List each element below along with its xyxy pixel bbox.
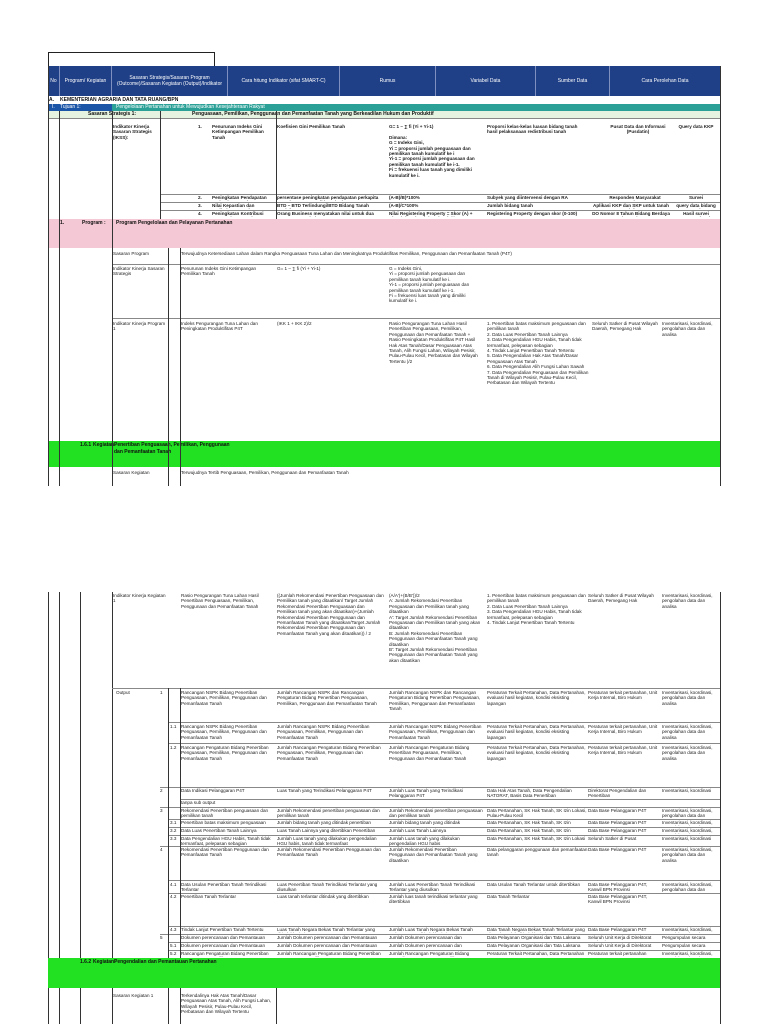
iksp-cara: G= 1 – ∑ fi (Yi + Yi-1) bbox=[277, 266, 321, 271]
tujuan-label: Tujuan 1: bbox=[60, 104, 81, 110]
tujuan-no: I. bbox=[52, 104, 55, 110]
out-name-14: Dokumen perencanaan dan Pemantauan bbox=[181, 943, 266, 948]
ikk-label: Indikator Kinerja Kegiatan 1 bbox=[113, 593, 166, 604]
ikss-1-no: 1. bbox=[198, 124, 202, 129]
out-perolehan-7: Inventarisasi, koordinasi, bbox=[662, 828, 713, 833]
col-cara-hitung: Cara hitung Indikator (sifat SMART-C) bbox=[228, 66, 340, 96]
ikp-cara: (IKK 1 + IKK 2)/2 bbox=[277, 321, 312, 326]
sasaran-program-text: Terwujudnya Ketersediaan Lahan dalam Rangka Penguasaan Tuna Lahan dan Meningkatnya Produktifitas Pemilikan, Penggunaan dan Pemanfaatan Tanah (P4T) bbox=[181, 251, 512, 256]
out-perolehan-5: Inventarisasi, koordinasi, pengolahan data dan bbox=[662, 808, 713, 819]
ikss-2-perolehan: Survei bbox=[688, 195, 704, 200]
ikk-cara: ((Jumlah Rekomendasi Penertiban Penguasaan dan Pemilikan tanah yang ditaatikan/ Target Jumlah Rekomendasi Penertiban Penguasaan dan Pemilikan tanah yang akan ditaatikan)+(Jumlah Rekomendasi Penertiban Penggunaan dan Pemanfaatan Tanah yang ditaatikan/Target Jumlah Rekomendasi Penertiban Penggunaan dan Pemanfaatan Tanah yang akan ditaatikan)) / 2 bbox=[277, 593, 384, 636]
ikss-3-perolehan: query data bidang bbox=[676, 203, 716, 208]
out-no-2: 1.2 bbox=[170, 745, 177, 750]
out-name-10: Data Usulan Penertiban Tanah Terindikasi Terlantar bbox=[181, 882, 267, 893]
kegiatan1-label: Kegiatan: bbox=[93, 442, 116, 448]
out-variabel-2: Peraturan Terkait Pertanahan, Data Pertanahan, evaluasi hasil kegiatan, kondisi eksisting lapangan bbox=[487, 745, 586, 761]
out-rumus-11: Jumlah luas tanah terindikasi terlantar yang ditertibkan bbox=[389, 894, 478, 905]
ikk-variabel: 1. Penertiban batas maksimum penguasaan dan pemilikan tanah 2. Data Luas Penertiban Tanah Lainnya 3. Data Pengendalian HGU Habis, Tanah tidak termanfaat, pelepasan sebagian 4. Tindak Lanjut Penertiban Tanah Tertentu bbox=[487, 593, 586, 626]
out-name-2: Rancangan Pengaturan Bidang Penertiban Penguasaan, Pemilikan, Penggunaan dan Pemanfaatan Tanah bbox=[181, 745, 269, 761]
ikss-4-sumber: DO Nomor 8 Tahun Bidang Berdaya bbox=[592, 211, 670, 216]
out-perolehan-9: Inventarisasi, koordinasi, pengolahan data dan analisa bbox=[662, 847, 713, 863]
vline bbox=[276, 111, 277, 219]
out-sumber-3: Direktorat Pengendalian dan Penertiban bbox=[588, 788, 647, 799]
out-perolehan-15: Inventarisasi, koordinasi, bbox=[662, 951, 713, 956]
out-perolehan-10: Inventarisasi, koordinasi, pengolahan data dan bbox=[662, 882, 713, 893]
ikss-4-variabel: Registering Property dengan skor (0-100) bbox=[487, 211, 578, 216]
out-sumber-10: Data Base Pelanggaran P4T, Kanwil BPN Provinsi bbox=[588, 882, 648, 893]
out-perolehan-1: Inventarisasi, koordinasi, pengolahan data dan analisa bbox=[662, 724, 713, 740]
out-no-10: 4.1 bbox=[170, 882, 177, 887]
ss1-label: Sasaran Strategis 1: bbox=[88, 111, 137, 117]
ikss-3-no: 3. bbox=[198, 203, 202, 208]
out-cara-5: Jumlah Rekomendasi penertiban penguasaan dan pemilikan tanah bbox=[277, 808, 380, 819]
out-name-11: Penertiban Tanah Terlantar bbox=[181, 894, 236, 899]
iksp-rumus: G = Indeks Gini, Yi = proporsi jumlah penguasaan dan pemilikan tanah kumulatif ke i. Yi-1 = proporsi jumlah penguasaan dan pemilikan tanah kumulatif ke i-1. Fi = frekuensi luas tanah yang dimiliki kumulatif ke i. bbox=[389, 266, 470, 304]
out-rumus-6: Jumlah bidang tanah yang ditindak bbox=[389, 820, 460, 825]
kegiatan2-row bbox=[48, 958, 720, 988]
ikss-2-name: Peningkatan Pendapatan bbox=[212, 195, 267, 200]
out-sumber-0: Peraturan terkait pertanahan, Unit Kerja Internal, Biro Hukum bbox=[588, 690, 658, 701]
out-rumus-8: Jumlah Luas tanah yang dilakukan pengendalian HGU habis bbox=[389, 836, 460, 847]
col-sumber: Sumber Data bbox=[536, 66, 610, 96]
out-sumber-14: Seluruh Unit Kerja di Direktorat bbox=[588, 943, 652, 948]
out-name-6: Penertiban batas maksimum penguasaan bbox=[181, 820, 266, 825]
kegiatan1-text: Penertiban Penguasaan, Pemilikan, Penggunaan dan Pemanfaatan Tanah bbox=[114, 442, 230, 455]
out-cara-8: Jumlah Luas tanah yang dilakukan pengendalian HGU habis, tanah tidak termanfaat bbox=[277, 836, 377, 847]
divider-iksp bbox=[112, 264, 720, 265]
out-no-9: 4 bbox=[160, 847, 163, 852]
row-divider bbox=[168, 743, 720, 744]
tujuan-text: Pengelolaan Pertanahan untuk Mewujudkan Kesejahteraan Rakyat bbox=[116, 104, 265, 110]
col-sasaran: Sasaran Strategis/Sasaran Program (Outcome)/Sasaran Kegiatan (Output)/Indikator bbox=[112, 66, 228, 96]
ikss-1-cara: Koefisien Gini Pemilikan Tanah bbox=[277, 124, 346, 129]
out-sumber-7: Data Base Pelanggaran P4T bbox=[588, 828, 647, 833]
out-name-9: Rekomendasi Penertiban Penggunaan dan Pemanfaatan Tanah bbox=[181, 847, 269, 858]
kegiatan2-sasaran-text: Terkendalinya Hak Atas Tanah/Dasar Penguasaan Atas Tanah, Alih Fungsi Lahan, Wilayah Pesisir, Pulau-Pulau Kecil, Perbatasan dan Wilayah Tertentu bbox=[181, 993, 272, 1015]
out-sumber-5: Data Base Pelanggaran P4T bbox=[588, 808, 647, 813]
divider-ikp bbox=[112, 318, 720, 319]
out-variabel-10: Data Usulan Tanah Terlantar untuk ditertibkan bbox=[487, 882, 581, 887]
out-sumber-2: Peraturan terkait pertanahan, Unit Kerja Internal, Biro Hukum bbox=[588, 745, 658, 756]
out-cara-2: Jumlah Rancangan Pengaturan Bidang Penertiban Penguasaan, Pemilikan, Penggunaan dan Pemanfaatan Tanah bbox=[277, 745, 381, 761]
out-name-15: Rancangan Pengaturan Bidang Penertiban bbox=[181, 951, 269, 956]
sasaran-program-label: Sasaran Program bbox=[113, 251, 150, 256]
ikp-name: Indeks Pengurangan Tuna Lahan dan Peningkatan Produktifitas P4T bbox=[181, 321, 258, 332]
vline bbox=[720, 66, 721, 486]
ikp-label: Indikator Kinerja Program 1 bbox=[113, 321, 166, 332]
out-no-1: 1.1 bbox=[170, 724, 177, 729]
ikp-variabel: 1. Penertiban batas maksimum penguasaan dan pemilikan tanah 2. Data Luas Penertiban Tanah Lainnya 3. Data Pengendalian HGU Habis, Tanah tidak termanfaat, pelepasan sebagian 4. Tindak Lanjut Penertiban Tanah Tertentu 5. Data Pengendalian Hak Atas Tanah/Dasar Penguasaan Atas Tanah 6. Data Pengendalian Alih Fungsi Lahan Sawah 7. Data Pengendalian Penguasaan dan Pemilikan Tanah di Wilayah Pesisir, Pulau-Pulau Kecil, Perbatasan dan Wilayah Tertentu bbox=[487, 321, 589, 386]
row-divider bbox=[168, 722, 720, 723]
program-row bbox=[48, 219, 720, 248]
out-rumus-10: Jumlah Luas Penertiban Tanah Terindikasi Terlantar yang diusulkan bbox=[389, 882, 476, 893]
out-rumus-7: Jumlah Luas Tanah Lainnya bbox=[389, 828, 447, 833]
out-cara-0: Jumlah Rancangan NSPK dan Rancangan Pengaturan Bidang Penertiban Penguasaan, Pemilikan, Penggunaan dan Pemanfaatan Tanah bbox=[277, 690, 377, 706]
out-cara-13: Jumlah Dokumen perencanaan dan Pemantauan bbox=[277, 935, 378, 940]
out-name-1: Rancangan NSPK Bidang Penertiban Penguasaan, Pemilikan, Penggunaan dan Pemanfaatan Tanah bbox=[181, 724, 267, 740]
ikss-3-cara: BTD – BTD Terlindungi/BTD Bidang Tanah bbox=[277, 203, 369, 208]
vline bbox=[180, 988, 181, 1024]
out-no-6: 3.1 bbox=[170, 820, 177, 825]
ikss-3-sumber: Aplikasi KKP dan SKP untuk tanah bbox=[593, 203, 669, 208]
out-sumber-13: Seluruh Unit Kerja di Direktorat bbox=[588, 935, 652, 940]
out-variabel-8: Data Pertanahan, SK Hak Tanah, SK Izin Lokasi bbox=[487, 836, 586, 841]
out-no-7: 3.2 bbox=[170, 828, 177, 833]
out-variabel-1: Peraturan Terkait Pertanahan, Data Pertanahan, evaluasi hasil kegiatan, kondisi eksisting lapangan bbox=[487, 724, 586, 740]
out-variabel-15: Peraturan Terkait Pertanahan, Data Pertanahan bbox=[487, 951, 585, 956]
out-variabel-11: Data Tanah Terlantar bbox=[487, 894, 530, 899]
out-cara-12: Luas Tanah Negara Bekas Tanah Terlantar yang bbox=[277, 927, 376, 932]
vline bbox=[720, 592, 721, 1024]
out-cara-3: Luas Tanah yang Terindikasi Pelanggaran P4T bbox=[277, 788, 372, 793]
out-rumus-14: Jumlah Dokumen perencanaan dan bbox=[389, 943, 462, 948]
out-cara-7: Luas Tanah Lainnya yang ditertibkan Penertiban bbox=[277, 828, 376, 833]
divider-output bbox=[112, 688, 720, 689]
out-no-14: 5.1 bbox=[170, 943, 177, 948]
out-variabel-3: Data Hak Atas Tanah, Data Pengendalian NATORAT, Basis Data Penertiban bbox=[487, 788, 572, 799]
out-name-8: Data Pengendalian HGU Habis, Tanah tidak termanfaat, pelepasan sebagian bbox=[181, 836, 271, 847]
out-sumber-8: Seluruh Satker di Pusat bbox=[588, 836, 637, 841]
ikss-2-sumber: Responden Masyarakat bbox=[609, 195, 661, 200]
kegiatan1-spacer bbox=[113, 437, 173, 438]
ikk-name: Rasio Pengurangan Tuna Lahan Hasil Penertiban Penguasaan, Pemilikan, Penggunaan dan Pemanfaatan Tanah bbox=[181, 593, 259, 609]
sasaran-kegiatan-label: Sasaran Kegiatan bbox=[113, 470, 150, 475]
ikss-1-perolehan: Query data KKP bbox=[678, 124, 714, 129]
section-a-row bbox=[48, 97, 720, 104]
ikss-1-name: Penurunan Indeks Gini Ketimpangan Pemilikan Tanah bbox=[212, 124, 264, 140]
section-a-no: A. bbox=[49, 97, 54, 103]
col-perolehan: Cara Perolehan Data bbox=[641, 78, 689, 84]
ikss-1-rumus: G= 1 – ∑ fi (Yi + Yi-1) Dimana: G = Indeks Gini, Yi = proporsi jumlah penguasaan dan pemilikan tanah kumulatif ke i Yi-1 = proporsi jumlah penguasaan dan pemilikan tanah kumulatif ke i-1. Fi = frekuensi luas tanah yang dimiliki kumulatif ke i. bbox=[389, 124, 475, 178]
out-name-4: tanpa sub output bbox=[181, 800, 216, 805]
out-name-13: Dokumen perencanaan dan Pemantauan bbox=[181, 935, 266, 940]
out-rumus-12: Jumlah Luas Tanah Negara Bekas Tanah bbox=[389, 927, 473, 932]
out-perolehan-13: Pengumpulan secara bbox=[662, 935, 706, 940]
row-divider bbox=[168, 880, 720, 881]
out-rumus-2: Jumlah Rancangan Pengaturan Bidang Penertiban Penguasaan, Pemilikan, Penggunaan dan Pemanfaatan Tanah bbox=[389, 745, 470, 761]
ikss-4-cara: Orang Business menyatakan nilai untuk dua bbox=[277, 211, 374, 216]
out-no-11: 4.2 bbox=[170, 894, 177, 899]
ikss-3-name: Nilai Kepastian dan bbox=[212, 203, 255, 208]
out-name-0: Rancangan NSPK Bidang Penertiban Penguasaan, Pemilikan, Penggunaan dan Pemanfaatan Tanah bbox=[181, 690, 267, 706]
ikss-2-rumus: (A-B)/B)*100% bbox=[389, 195, 420, 200]
program-label: Program : bbox=[82, 220, 106, 226]
ikp-perolehan: Inventarisasi, koordinasi, pengolahan data dan analisa bbox=[662, 321, 713, 337]
program-no: 1. bbox=[60, 220, 65, 226]
out-variabel-0: Peraturan Terkait Pertanahan, Data Pertanahan, evaluasi hasil kegiatan, kondisi eksisting lapangan bbox=[487, 690, 586, 706]
out-sumber-9: Data Base Pelanggaran P4T bbox=[588, 847, 647, 852]
ikss-2-cara: persentase peningkatan pendapatan perkapita bbox=[277, 195, 379, 200]
vline bbox=[168, 248, 169, 486]
ikk-sumber: Seluruh Satker di Pusat Wilayah Daerah, Pemegang Hak bbox=[588, 593, 654, 604]
col-variabel: Variabel Data bbox=[436, 66, 536, 96]
out-variabel-13: Data Pelayanan Organisasi dan Tata Laksana bbox=[487, 935, 581, 940]
ss1-text: Penguasaan, Pemilikan, Penggunaan dan Pemanfaatan Tanah yang Berkeadilan Hukum dan Produktif bbox=[192, 111, 434, 117]
vline bbox=[59, 111, 60, 486]
col-program: Program/ Kegiatan bbox=[60, 66, 112, 96]
kegiatan2-text: Pengendalian dan Pemantauan Pertanahan bbox=[114, 959, 217, 965]
out-cara-14: Jumlah Dokumen perencanaan dan Pemantauan bbox=[277, 943, 378, 948]
out-no-5: 3 bbox=[160, 808, 163, 813]
out-cara-11: Luas tanah terlantar ditindak yang ditertibkan bbox=[277, 894, 369, 899]
col-rumus: Rumus bbox=[340, 66, 436, 96]
ikss-4-no: 4. bbox=[198, 211, 202, 216]
ikk-rumus: (A/A')+(B/B'))/2 A: Jumlah Rekomendasi Penertiban Penguasaan dan Pemilikan tanah yang ditaatikan A': Target Jumlah Rekomendasi Penertiban Penguasaan dan Pemilikan tanah yang akan ditaatikan B: Jumlah Rekomendasi Penertiban Penggunaan dan Pemanfaatan Tanah yang ditaatikan B': Target Jumlah Rekomendasi Penertiban Penggunaan dan Pemanfaatan Tanah yang akan ditaatikan bbox=[389, 593, 481, 663]
vline bbox=[180, 688, 181, 958]
kegiatan1-row bbox=[48, 441, 720, 467]
out-rumus-3: Jumlah Luas Tanah yang Terindikasi Pelanggaran P4T bbox=[389, 788, 463, 799]
out-rumus-9: Jumlah Rekomendasi Penertiban Penggunaan dan Pemanfaatan Tanah yang ditaatikan bbox=[389, 847, 478, 863]
out-no-12: 4.3 bbox=[170, 927, 177, 932]
out-name-5: Rekomendasi Penertiban penguasaan dan pemilikan tanah bbox=[181, 808, 269, 819]
ikss-1-sumber: Pusat Data dan Informasi (Pusdatin) bbox=[610, 124, 666, 135]
ikss-2-no: 2. bbox=[198, 195, 202, 200]
ikss-2-variabel: Subyek yang diintervensi dengan RA bbox=[487, 195, 568, 200]
out-no-0: 1 bbox=[160, 690, 163, 695]
out-sumber-6: Data Base Pelanggaran P4T bbox=[588, 820, 647, 825]
vline bbox=[180, 248, 181, 486]
ikp-sumber: Seluruh Satker di Pusat Wilayah Daerah, Pemegang Hak bbox=[592, 321, 658, 332]
out-variabel-9: Data pelanggaran penggunaan dan pemanfaatan tanah bbox=[487, 847, 588, 858]
out-sumber-12: Data Base Pelanggaran P4T bbox=[588, 927, 647, 932]
out-perolehan-14: Pengumpulan secara bbox=[662, 943, 706, 948]
out-cara-15: Jumlah Rancangan Pengaturan Bidang Penertiban bbox=[277, 951, 381, 956]
ikss-3-rumus: (A-B)/C*100% bbox=[389, 203, 419, 208]
program-text: Program Pengelolaan dan Pelayanan Pertanahan bbox=[116, 220, 233, 226]
out-cara-9: Jumlah Rekomendasi Penertiban Penggunaan dan Pemanfaatan Tanah bbox=[277, 847, 381, 858]
kegiatan2-no: 1.6.2 bbox=[80, 959, 92, 965]
out-rumus-1: Jumlah Rancangan NSPK Bidang Penertiban Penguasaan, Pemilikan, Penggunaan dan Pemanfaatan Tanah bbox=[389, 724, 482, 740]
out-variabel-14: Data Pelayanan Organisasi dan Tata Laksana bbox=[487, 943, 581, 948]
out-perolehan-12: Inventarisasi, koordinasi, bbox=[662, 927, 713, 932]
out-sumber-1: Peraturan terkait pertanahan, Unit Kerja Internal, Biro Hukum bbox=[588, 724, 658, 735]
out-no-8: 3.3 bbox=[170, 836, 177, 841]
ikp-rumus: Rasio Pengurangan Tuna Lahan Hasil Penertiban Penguasaan, Pemilikan, Penggunaan dan Pemanfaatan Tanah + Rasio Peningkatan Produktifitas P4T Hasil Hak Atas Tanah/Dasar Penguasaan Atas Tanah, Alih Fungsi Lahan, Wilayah Pesisir, Pulau-Pulau Kecil, Perbatasan dan Wilayah Tertentu )/2 bbox=[389, 321, 478, 364]
section-a-label: KEMENTERIAN AGRARIA DAN TATA RUANG/BPN bbox=[60, 97, 179, 103]
out-variabel-5: Data Pertanahan, SK Hak Tanah, SK Izin Lokasi, Pulau-Pulau Kecil bbox=[487, 808, 587, 819]
kegiatan1-no: 1.6.1 bbox=[80, 442, 92, 448]
out-rumus-15: Jumlah Rancangan Pengaturan Bidang bbox=[389, 951, 470, 956]
out-sumber-15: Peraturan terkait pertanahan bbox=[588, 951, 647, 956]
out-name-3: Data Indikasi Pelanggaran P4T bbox=[181, 788, 245, 793]
vline bbox=[112, 111, 113, 486]
out-no-15: 5.2 bbox=[170, 951, 177, 956]
out-variabel-7: Data Pertanahan, SK Hak Tanah, SK Izin bbox=[487, 828, 571, 833]
iksp-label: Indikator Kinerja Sasaran Strategis bbox=[113, 266, 165, 277]
out-perolehan-6: Inventarisasi, koordinasi, bbox=[662, 820, 713, 825]
out-perolehan-2: Inventarisasi, koordinasi, pengolahan data dan analisa bbox=[662, 745, 713, 761]
vline bbox=[276, 988, 277, 1024]
ikk-perolehan: Inventarisasi, koordinasi, pengolahan data dan analisa bbox=[662, 593, 713, 609]
sasaran-kegiatan-text: Terwujudnya Tertib Penguasaan, Pemilikan, Penggunaan dan Pemanfaatan Tanah bbox=[181, 470, 349, 475]
out-name-7: Data Luas Penertiban Tanah Lainnya bbox=[181, 828, 257, 833]
kegiatan2-label: Kegiatan: bbox=[93, 959, 116, 965]
out-cara-10: Luas Penertiban Tanah Terindikasi Terlantar yang diusulkan bbox=[277, 882, 378, 893]
vline bbox=[160, 111, 161, 219]
ss1-row bbox=[48, 111, 720, 119]
out-no-13: 5 bbox=[160, 935, 163, 940]
out-variabel-6: Data Pertanahan, SK Hak Tanah, SK Izin bbox=[487, 820, 571, 825]
out-no-3: 2 bbox=[160, 788, 163, 793]
table-header bbox=[48, 66, 720, 96]
ikss-4-rumus: Nilai Registering Property = Skor (A) + bbox=[389, 211, 473, 216]
kegiatan2-sasaran-label: Sasaran Kegiatan 1 bbox=[113, 993, 154, 998]
tujuan-text-band bbox=[112, 104, 720, 111]
vline bbox=[168, 688, 169, 958]
ikss-1-variabel: Proporsi kelas-kelas luasan bidang tanah hasil pelaksanaan redistribusi tanah bbox=[487, 124, 578, 135]
out-rumus-5: Jumlah Rekomendasi penertiban penguasaan dan pemilikan tanah bbox=[389, 808, 483, 819]
output-label: Output bbox=[116, 690, 130, 695]
ikss-4-name: Peningkatan Kontribusi bbox=[212, 211, 264, 216]
out-sumber-11: Data Base Pelanggaran P4T, Kanwil BPN Provinsi bbox=[588, 894, 648, 905]
out-perolehan-0: Inventarisasi, koordinasi, pengolahan data dan analisa bbox=[662, 690, 713, 706]
ikss-4-perolehan: Hasil survei bbox=[683, 211, 709, 216]
out-rumus-13: Jumlah Dokumen perencanaan dan bbox=[389, 935, 462, 940]
out-perolehan-8: Inventarisasi, koordinasi bbox=[662, 836, 712, 841]
out-name-12: Tindak Lanjut Penertiban Tanah Tertentu bbox=[181, 927, 264, 932]
iksp-name: Penurunan Indeks Gini Ketimpangan Pemilikan Tanah bbox=[181, 266, 257, 277]
vline bbox=[168, 988, 169, 1024]
out-cara-6: Jumlah bidang tanah yang ditindak penertiban bbox=[277, 820, 371, 825]
out-perolehan-3: Inventarisasi, koordinasi bbox=[662, 788, 712, 793]
out-rumus-0: Jumlah Rancangan NSPK dan Rancangan Pengaturan Bidang Penertiban Penguasaan, Pemilikan, Penggunaan dan Pemanfaatan Tanah bbox=[389, 690, 481, 712]
ikss-label: Indikator Kinerja Sasaran Strategis (IKSS): bbox=[113, 124, 152, 140]
vline bbox=[48, 66, 49, 486]
col-no: No bbox=[48, 66, 60, 96]
out-cara-1: Jumlah Rancangan NSPK Bidang Penertiban Penguasaan, Pemilikan, Penggunaan dan Pemanfaatan Tanah bbox=[277, 724, 370, 740]
ikss-3-variabel: Jumlah bidang tanah bbox=[487, 203, 533, 208]
out-variabel-12: Data Tanah Negara Bekas Tanah Terlantar yang bbox=[487, 927, 585, 932]
